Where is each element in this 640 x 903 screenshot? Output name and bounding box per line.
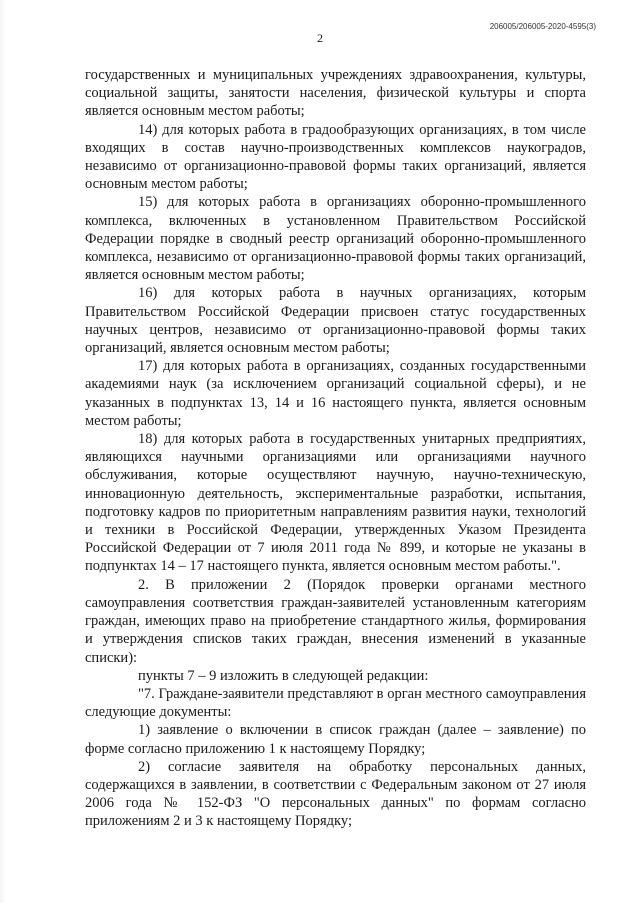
scan-edge-shadow [0,0,6,903]
document-id: 206005/206005-2020-4595(3) [489,22,596,31]
paragraph-item-17: 17) для которых работа в организациях, созданных государственными академиями наук (за исключением организаций социальной сферы), и не указанных в подпунктах 13, 14 и 16 настоящего пункта, является основным местом работы; [85,358,586,429]
paragraph-item-18: 18) для которых работа в государственных унитарных предприятиях, являющихся научными организациями или организациями научного обслуживания, которые осуществляют научную, научно-техническую, инновационную деятельность, экспериментальные разработки, испытания, подготовку кадров по приоритетным направлениям развития науки, технологий и техники в Российской Федерации, утвержденных Указом Президента Российской Федерации от 7 июля 2011 года № 899, и которые не указаны в подпунктах 14 – 17 настоящего пункта, является основным местом работы.". [85,431,586,575]
paragraph-subpoint-2: 2) согласие заявителя на обработку персональных данных, содержащихся в заявлении, в соответствии с Федеральным законом от 27 июля 2006 года № 152-ФЗ "О персональных данных" по формам согласно приложениям 2 и 3 к настоящему Порядку; [85,758,586,830]
paragraph-item-15: 15) для которых работа в организациях оборонно-промышленного комплекса, включенных в установленном Правительством Российской Федерации порядке в сводный реестр организаций оборонно-промышленного комплекса, независимо от организационно-правовой формы таких организаций, является основным местом работы; [85,194,586,284]
paragraph-points-7-9: пункты 7 – 9 изложить в следующей редакции: [138,667,429,684]
paragraph-point-7: "7. Граждане-заявители представляют в орган местного самоуправления следующие документы: [85,685,586,721]
page-number: 2 [317,31,323,45]
paragraph-item-14: 14) для которых работа в градообразующих организациях, в том числе входящих в состав научно-производственных комплексов наукоградов, независимо от организационно-правовой формы таких организаций, является основным местом работы; [85,121,586,193]
paragraph-item-16: 16) для которых работа в научных организациях, которым Правительством Российской Федерации присвоен статус государственных научных центров, независимо от организационно-правовой формы таких организаций, является основным местом работы; [85,285,586,357]
paragraph-section-2: 2. В приложении 2 (Порядок проверки органами местного самоуправления соответствия граждан-заявителей установленным категориям граждан, имеющих право на приобретение стандартного жилья, формирования и утверждения списков таких граждан, внесения изменений в указанные списки): [85,576,586,666]
paragraph-subpoint-1: 1) заявление о включении в список граждан (далее – заявление) по форме согласно приложению 1 к настоящему Порядку; [85,722,586,757]
paragraph-item-13-continuation: государственных и муниципальных учреждениях здравоохранения, культуры, социальной защиты, занятости населения, физической культуры и спорта является основным местом работы; [85,67,586,120]
document-body [85,66,586,831]
